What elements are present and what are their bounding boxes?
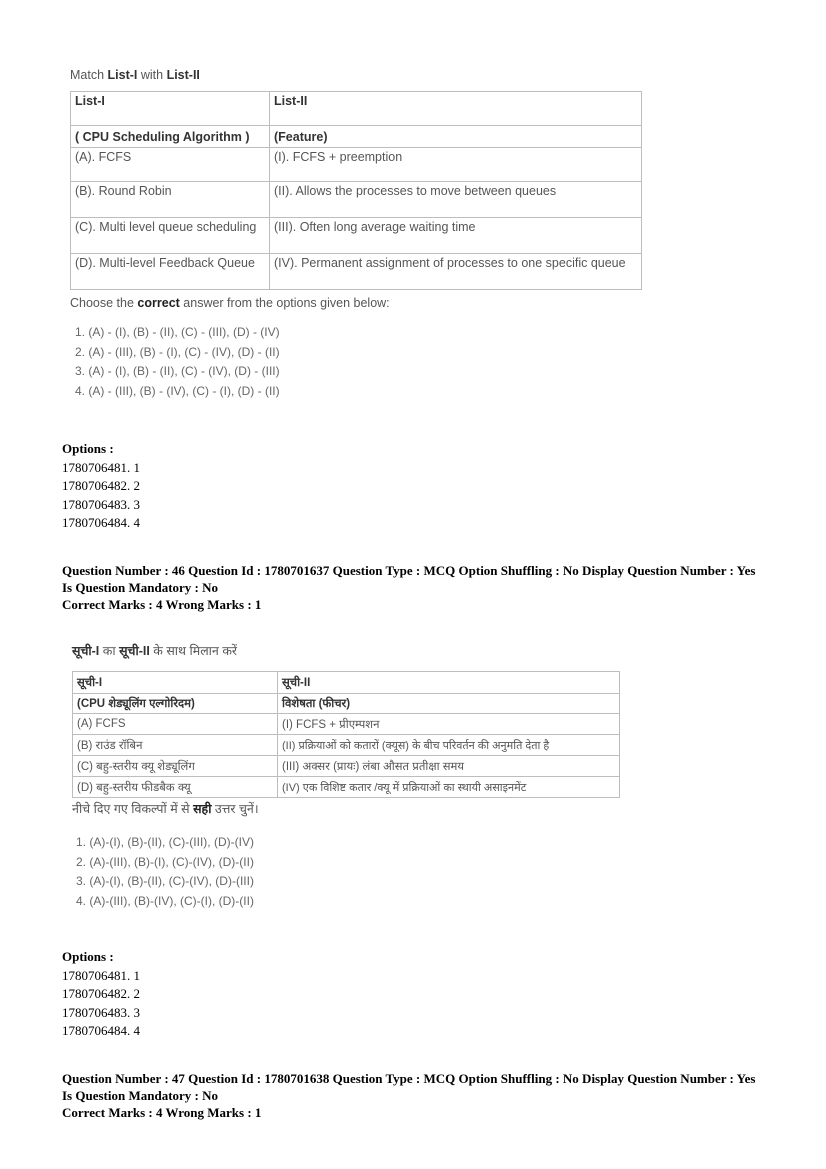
- list-item: 2. (A)-(III), (B)-(I), (C)-(IV), (D)-(II): [76, 854, 254, 869]
- q45-match-table: [70, 91, 642, 290]
- q47-meta: [62, 1070, 792, 1121]
- table-row: (C) बहु-स्तरीय क्यू शेड्यूलिंग (III) अक्सर (प्रायः) लंबा औसत प्रतीक्षा समय: [73, 756, 620, 777]
- table-row: (B) राउंड रॉबिन (II) प्रक्रियाओं को कतारों (क्यूस) के बीच परिवर्तन की अनुमति देता है: [73, 735, 620, 756]
- option-item: 1780706482. 2: [62, 986, 140, 1001]
- table-row: List-I List-II: [71, 92, 642, 126]
- table-row: (C). Multi level queue scheduling (III). Often long average waiting time: [71, 218, 642, 254]
- option-item: 1780706481. 1: [62, 459, 140, 475]
- table-row: (CPU शेड्यूलिंग एल्गोरिदम) विशेषता (फीचर): [73, 694, 620, 714]
- list-item: 3. (A) - (I), (B) - (II), (C) - (IV), (D) - (III): [75, 364, 280, 378]
- q45-question-image: [70, 68, 650, 401]
- table-row: (A) FCFS (I) FCFS + प्रीएम्पशन: [73, 714, 620, 735]
- list-item: 2. (A) - (III), (B) - (I), (C) - (IV), (D) - (II): [75, 344, 280, 359]
- q45-intro: Match List-I with List-II: [70, 68, 200, 82]
- option-item: 1780706482. 2: [62, 478, 140, 493]
- question-header: Question Number : 47 Question Id : 1780701638 Question Type : MCQ Option Shuffling : No Display Question Number : Yes: [62, 1071, 756, 1086]
- list-item: 3. (A)-(I), (B)-(II), (C)-(IV), (D)-(III): [76, 874, 254, 888]
- mandatory-line: Is Question Mandatory : No: [62, 580, 219, 595]
- q46-instruction: नीचे दिए गए विकल्पों में से सही उत्तर चुनें।: [72, 802, 259, 816]
- q46-match-table: [72, 671, 620, 798]
- list-item: 1. (A) - (I), (B) - (II), (C) - (III), (D) - (IV): [75, 325, 280, 339]
- list-item: 4. (A) - (III), (B) - (IV), (C) - (I), (D) - (II): [75, 383, 280, 398]
- table-row: (A). FCFS (I). FCFS + preemption: [71, 148, 642, 182]
- table-row: सूची-I सूची-II: [73, 672, 620, 694]
- q46-answer-choices: [76, 833, 632, 911]
- q45-options: [62, 440, 140, 533]
- options-label: Options :: [62, 441, 114, 456]
- table-row: (B). Round Robin (II). Allows the processes to move between queues: [71, 182, 642, 218]
- q46-question-image: [72, 642, 632, 911]
- question-header: Question Number : 46 Question Id : 1780701637 Question Type : MCQ Option Shuffling : No Display Question Number : Yes: [62, 563, 756, 578]
- table-row: ( CPU Scheduling Algorithm ) (Feature): [71, 126, 642, 148]
- option-item: 1780706484. 4: [62, 1023, 140, 1038]
- marks-line: Correct Marks : 4 Wrong Marks : 1: [62, 597, 262, 612]
- mandatory-line: Is Question Mandatory : No: [62, 1088, 219, 1103]
- q45-instruction: Choose the correct answer from the options given below:: [70, 296, 390, 310]
- options-label: Options :: [62, 949, 114, 964]
- option-item: 1780706481. 1: [62, 967, 140, 983]
- list-item: 4. (A)-(III), (B)-(IV), (C)-(I), (D)-(II): [76, 893, 254, 908]
- table-row: (D) बहु-स्तरीय फीडबैक क्यू (IV) एक विशिष्ट कतार /क्यू में प्रक्रियाओं का स्थायी असाइनमेंट: [73, 777, 620, 798]
- option-item: 1780706484. 4: [62, 515, 140, 530]
- q46-meta: [62, 562, 792, 613]
- q45-answer-choices: [75, 323, 650, 401]
- option-item: 1780706483. 3: [62, 1004, 140, 1020]
- table-row: (D). Multi-level Feedback Queue (IV). Permanent assignment of processes to one specific queue: [71, 254, 642, 290]
- list-item: 1. (A)-(I), (B)-(II), (C)-(III), (D)-(IV): [76, 835, 254, 849]
- q46-intro: सूची-I का सूची-II के साथ मिलान करें: [72, 644, 238, 658]
- marks-line: Correct Marks : 4 Wrong Marks : 1: [62, 1105, 262, 1120]
- q46-options: [62, 948, 140, 1041]
- option-item: 1780706483. 3: [62, 496, 140, 512]
